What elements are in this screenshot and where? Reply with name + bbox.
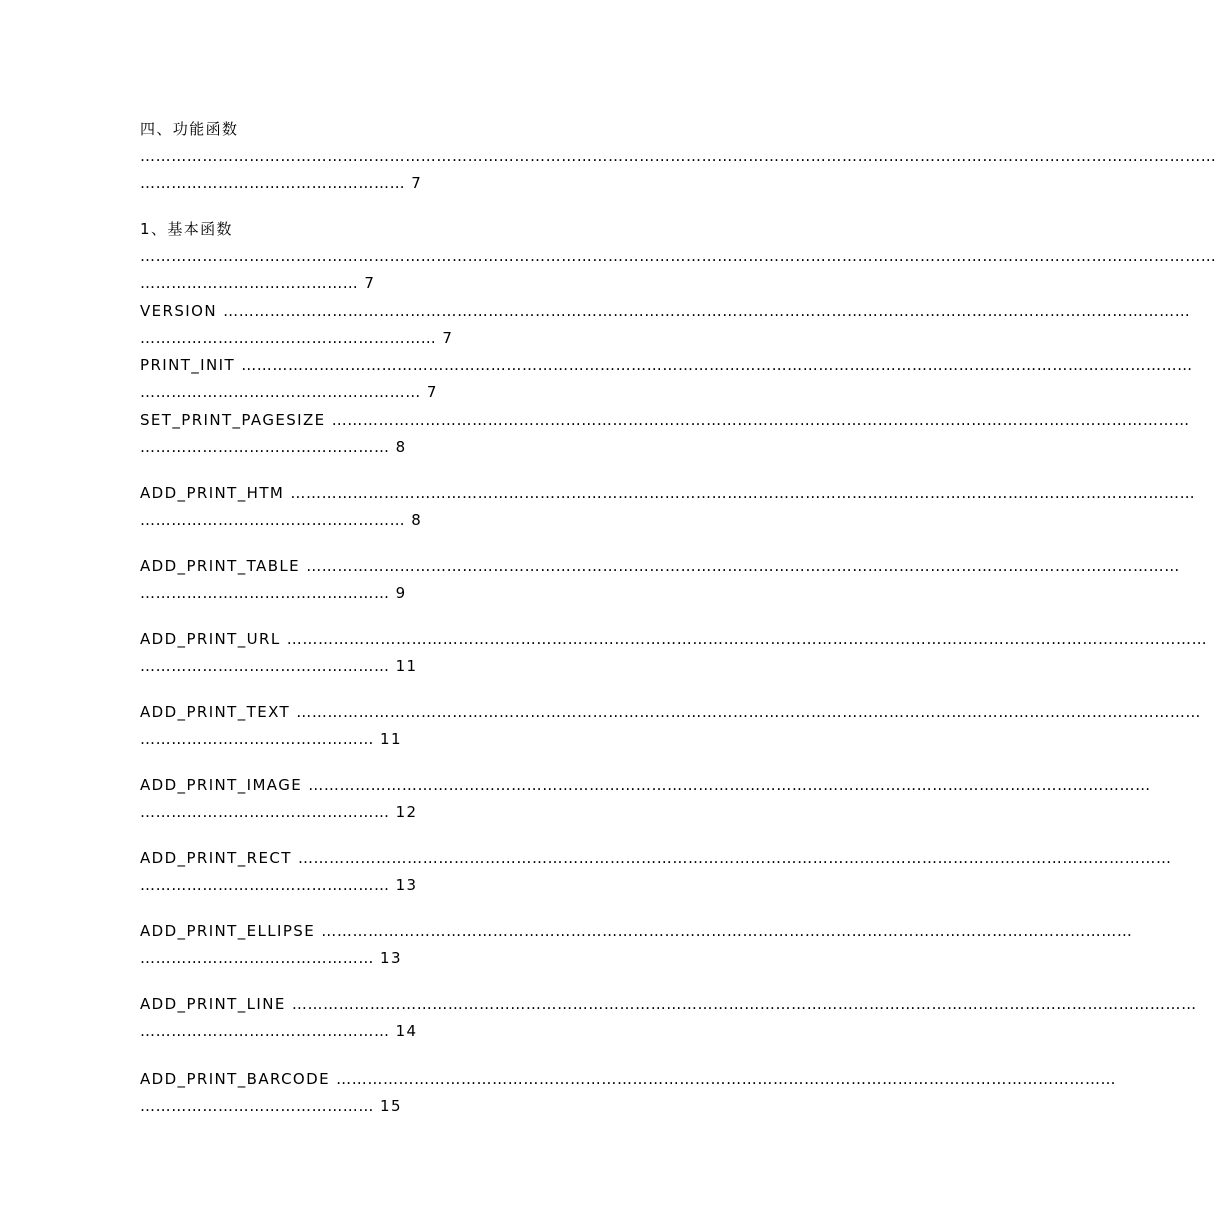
leader-dots: ……………………………………………………………………………………………………………………………………………………………………………………… xyxy=(140,247,1216,265)
toc-entry-title: VERSION xyxy=(140,302,217,320)
toc-entry-basic-functions[interactable] xyxy=(140,216,1216,297)
toc-entry-line xyxy=(140,1066,1117,1093)
toc-page-number: 15 xyxy=(380,1097,402,1115)
toc-entry-title: ADD_PRINT_TABLE xyxy=(140,557,301,575)
toc-entry-leader-end xyxy=(140,726,810,753)
leader-dots: ………………………………………………………………………………………………………………………………………………………… xyxy=(296,703,1202,721)
toc-entry-leader xyxy=(140,143,1216,170)
toc-entry-add-print-htm[interactable] xyxy=(140,480,1196,534)
toc-entry-line xyxy=(140,407,1190,434)
leader-dots: ……………………………………………………………………………………………………………………………………………………………………………………… xyxy=(140,147,1216,165)
toc-entry-line xyxy=(140,298,1191,325)
toc-entry-leader-end xyxy=(140,945,810,972)
toc-entry-title: ADD_PRINT_IMAGE xyxy=(140,776,303,794)
toc-entry-title: ADD_PRINT_ELLIPSE xyxy=(140,922,316,940)
toc-entry-add-print-text[interactable] xyxy=(140,699,1202,753)
toc-entry-title: ADD_PRINT_HTM xyxy=(140,484,285,502)
toc-page-number: 7 xyxy=(364,274,376,292)
toc-entry-line xyxy=(140,918,1133,945)
leader-dots: …………………………………………………………………………………………………………………………………… xyxy=(336,1070,1117,1088)
toc-entry-leader-end xyxy=(140,379,810,406)
toc-page-number: 13 xyxy=(380,949,402,967)
toc-entry-line xyxy=(140,772,1151,799)
leader-dots: ………………………………………… xyxy=(140,1022,390,1040)
toc-page-number: 12 xyxy=(395,803,418,821)
leader-dots: …………………………………………… xyxy=(140,174,406,192)
toc-page-number: 13 xyxy=(395,876,418,894)
toc-page-number: 8 xyxy=(395,438,407,456)
leader-dots: …………………………………… xyxy=(140,274,359,292)
toc-page-number: 14 xyxy=(395,1022,418,1040)
leader-dots: ………………………………………………… xyxy=(140,329,437,347)
toc-entry-line xyxy=(140,845,1172,872)
leader-dots: ……………………………………… xyxy=(140,1097,374,1115)
leader-dots: ………………………………………………………………………………………………………………………………………………………………… xyxy=(241,356,1193,374)
toc-entry-leader-end xyxy=(140,325,810,352)
toc-entry-leader-end xyxy=(140,270,810,297)
leader-dots: ………………………………………… xyxy=(140,876,390,894)
toc-entry-add-print-line[interactable] xyxy=(140,991,1197,1045)
toc-entry-line xyxy=(140,991,1197,1018)
toc-entry-add-print-rect[interactable] xyxy=(140,845,1172,899)
toc-entry-add-print-table[interactable] xyxy=(140,553,1180,607)
toc-entry-add-print-ellipse[interactable] xyxy=(140,918,1133,972)
toc-entry-leader-end xyxy=(140,434,810,461)
toc-page-number: 11 xyxy=(380,730,402,748)
leader-dots: ………………………………………… xyxy=(140,438,390,456)
toc-entry-title: 1、基本函数 xyxy=(140,220,233,238)
toc-entry-leader-end xyxy=(140,580,810,607)
leader-dots: ………………………………………… xyxy=(140,584,390,602)
toc-entry-leader-end xyxy=(140,170,810,197)
toc-entry-functions[interactable] xyxy=(140,116,1216,197)
toc-entry-title: ADD_PRINT_LINE xyxy=(140,995,286,1013)
toc-entry-add-print-image[interactable] xyxy=(140,772,1151,826)
toc-entry-leader xyxy=(140,243,1216,270)
leader-dots: ……………………………………………… xyxy=(140,383,421,401)
toc-page-number: 9 xyxy=(395,584,407,602)
toc-entry-title: SET_PRINT_PAGESIZE xyxy=(140,411,326,429)
leader-dots: ………………………………………… xyxy=(140,657,390,675)
toc-page-number: 7 xyxy=(442,329,454,347)
toc-entry-line xyxy=(140,699,1202,726)
leader-dots: …………………………………………………………………………………………………………………………………………………………… xyxy=(286,630,1208,648)
leader-dots: ………………………………………………………………………………………………………………………………………………………… xyxy=(291,995,1197,1013)
toc-entry-line xyxy=(140,352,1193,379)
toc-entry-title: 四、功能函数 xyxy=(140,120,239,138)
toc-entry-title: ADD_PRINT_TEXT xyxy=(140,703,291,721)
toc-entry-print-init[interactable] xyxy=(140,352,1193,406)
toc-entry-set-print-pagesize[interactable] xyxy=(140,407,1190,461)
toc-entry-title: ADD_PRINT_RECT xyxy=(140,849,292,867)
leader-dots: ………………………………………… xyxy=(140,803,390,821)
toc-entry-leader-end xyxy=(140,507,810,534)
toc-entry-add-print-url[interactable] xyxy=(140,626,1208,680)
leader-dots: ……………………………………… xyxy=(140,730,374,748)
toc-entry-leader-end xyxy=(140,872,810,899)
leader-dots: ………………………………………………………………………………………………………………………………………………………… xyxy=(290,484,1196,502)
toc-entry-add-print-barcode[interactable] xyxy=(140,1066,1117,1120)
toc-entry-version[interactable] xyxy=(140,298,1191,352)
toc-page-number: 11 xyxy=(395,657,418,675)
toc-entry-line xyxy=(140,480,1196,507)
leader-dots: …………………………………………… xyxy=(140,511,406,529)
toc-entry-title: PRINT_INIT xyxy=(140,356,236,374)
leader-dots: ……………………………………………………………………………………………………………………………………………… xyxy=(308,776,1151,794)
toc-page-number: 7 xyxy=(411,174,423,192)
toc-entry-leader-end xyxy=(140,1018,810,1045)
leader-dots: ………………………………………………………………………………………………………………………………………………… xyxy=(331,411,1190,429)
leader-dots: ………………………………………………………………………………………………………………………………………… xyxy=(321,922,1133,940)
leader-dots: …………………………………………………………………………………………………………………………………………………………………… xyxy=(223,302,1191,320)
leader-dots: ……………………………………… xyxy=(140,949,374,967)
toc-entry-line xyxy=(140,553,1180,580)
toc-entry-title: ADD_PRINT_URL xyxy=(140,630,281,648)
leader-dots: …………………………………………………………………………………………………………………………………………………… xyxy=(306,557,1180,575)
toc-page-number: 8 xyxy=(411,511,423,529)
toc-entry-line xyxy=(140,626,1208,653)
toc-entry-leader-end xyxy=(140,799,810,826)
toc-page-number: 7 xyxy=(426,383,438,401)
toc-entry-title: ADD_PRINT_BARCODE xyxy=(140,1070,330,1088)
toc-entry-leader-end xyxy=(140,1093,810,1120)
leader-dots: …………………………………………………………………………………………………………………………………………………… xyxy=(297,849,1172,867)
toc-entry-leader-end xyxy=(140,653,810,680)
